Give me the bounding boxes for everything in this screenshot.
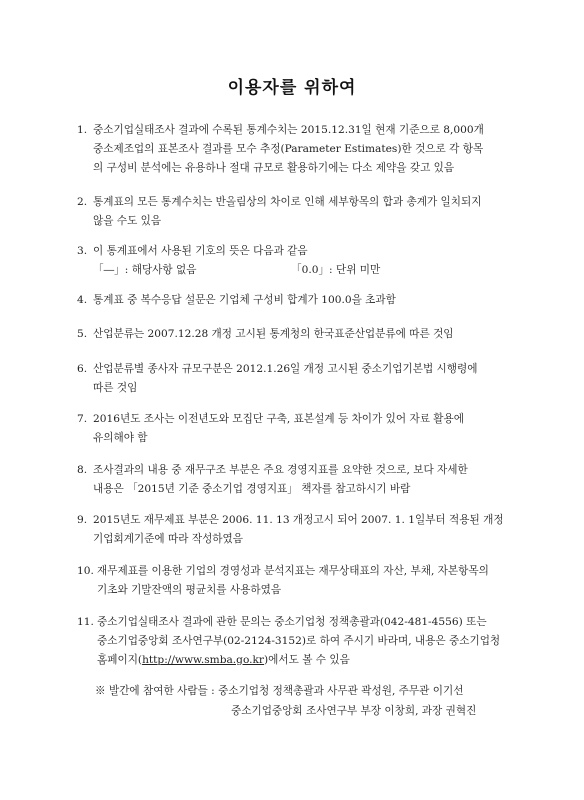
notice-item-1	[77, 121, 517, 178]
notice-item-7	[77, 410, 517, 448]
item-line: 이 통계표에서 사용된 기호의 뜻은 다음과 같음	[93, 245, 308, 257]
symbol-dash-definition: 「―」: 해당사항 없음	[93, 264, 197, 276]
item-line: 의 구성비 분석에는 유용하나 절대 규모로 활용하기에는 다소 제약을 갖고 있음	[93, 162, 455, 174]
notice-item-8	[77, 461, 517, 499]
notice-item-3	[77, 242, 517, 280]
item-line: 통계표의 모든 통계수치는 반올림상의 차이로 인해 세부항목의 합과 총계가 일치되지	[93, 196, 482, 208]
footnote-line-1: ※ 발간에 참여한 사람들 : 중소기업청 정책총괄과 사무관 곽성원, 주무관 이기선	[95, 685, 464, 697]
item-number: 4.	[77, 294, 88, 306]
item-line: 않을 수도 있음	[93, 215, 162, 227]
notice-item-6	[77, 360, 517, 398]
item-line: 재무제표를 이용한 기업의 경영성과 분석지표는 재무상태표의 자산, 부채, 자본항목의	[97, 565, 489, 577]
item-number: 6.	[77, 363, 88, 375]
item-line: 통계표 중 복수응답 설문은 기업체 구성비 합계가 100.0을 초과함	[93, 294, 396, 306]
item-line: 유의해야 함	[93, 432, 148, 444]
homepage-suffix: )에서도 볼 수 있음	[264, 654, 350, 666]
notice-item-5	[77, 325, 517, 344]
item-line: 중소기업실태조사 결과에 수록된 통계수치는 2015.12.31일 현재 기준으로 8,000개	[93, 124, 484, 136]
contributors-footnote	[95, 681, 525, 721]
item-number: 8.	[77, 464, 88, 476]
item-line-homepage	[77, 651, 517, 670]
item-line: 2016년도 조사는 이전년도와 모집단 구축, 표본설계 등 차이가 있어 자료 활용에	[93, 413, 465, 425]
item-line: 따른 것임	[93, 382, 138, 394]
notice-item-10	[77, 562, 517, 600]
item-number: 7.	[77, 413, 88, 425]
item-line: 산업분류별 종사자 규모구분은 2012.1.26일 개정 고시된 중소기업기본법 시행령에	[93, 363, 478, 375]
item-line: 2015년도 재무제표 부분은 2006. 11. 13 개정고시 되어 2007. 1. 1일부터 적용된 개정	[93, 514, 504, 526]
item-line: 기초와 기말잔액의 평균치를 사용하였음	[97, 584, 282, 596]
notice-item-2	[77, 193, 517, 231]
homepage-link[interactable]: http://www.smba.go.kr	[142, 654, 264, 666]
item-line: 중소기업실태조사 결과에 관한 문의는 중소기업청 정책총괄과(042-481-4556) 또는	[97, 616, 487, 628]
symbol-legend	[77, 261, 517, 280]
notice-item-11	[77, 613, 517, 670]
item-line: 기업회계기준에 따라 작성하였음	[93, 533, 244, 545]
item-line: 산업분류는 2007.12.28 개정 고시된 통계청의 한국표준산업분류에 따른 것임	[93, 328, 454, 340]
item-line: 조사결과의 내용 중 재무구조 부분은 주요 경영지표를 요약한 것으로, 보다 자세한	[93, 464, 468, 476]
item-number: 11.	[77, 616, 94, 628]
footnote-line-2: 중소기업중앙회 조사연구부 부장 이창희, 과장 권혁진	[231, 705, 477, 717]
page-title: 이용자를 위하여	[227, 78, 357, 98]
item-number: 10.	[77, 565, 94, 577]
notice-item-9	[77, 511, 517, 549]
homepage-prefix: 홈페이지(	[97, 654, 143, 666]
item-line: 중소제조업의 표본조사 결과를 모수 추정(Parameter Estimates)한 것으로 각 항목	[93, 143, 484, 155]
item-number: 3.	[77, 245, 88, 257]
item-number: 5.	[77, 328, 88, 340]
notice-item-4	[77, 291, 517, 310]
item-number: 1.	[77, 124, 88, 136]
item-number: 9.	[77, 514, 88, 526]
item-line: 내용은 「2015년 기준 중소기업 경영지표」 책자를 참고하시기 바람	[93, 483, 411, 495]
symbol-zero-definition: 「0.0」: 단위 미만	[291, 264, 381, 276]
item-line: 중소기업중앙회 조사연구부(02-2124-3152)로 하여 주시기 바라며, 내용은 중소기업청	[97, 635, 501, 647]
item-number: 2.	[77, 196, 88, 208]
